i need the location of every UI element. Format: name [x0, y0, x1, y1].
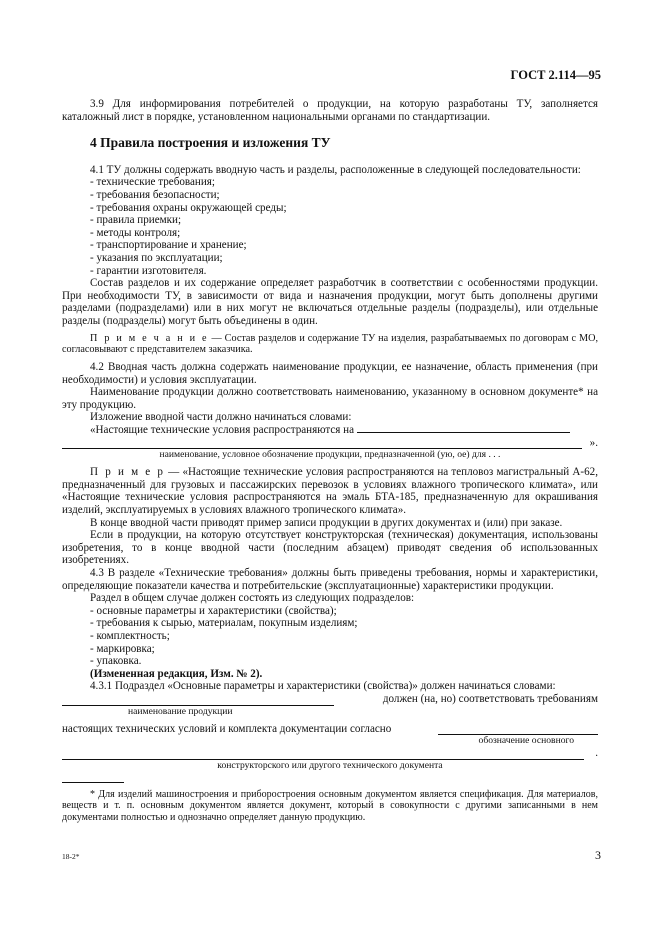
section-list [62, 176, 598, 277]
list-item: - упаковка. [90, 655, 142, 668]
fill-line-row [62, 723, 598, 736]
list-item: - требования охраны окружающей среды; [90, 201, 287, 214]
example-label: П р и м е р [90, 466, 165, 479]
footnote-separator [62, 782, 124, 783]
list-item: - методы контроля; [90, 226, 181, 239]
list-item: - транспортирование и хранение; [90, 239, 247, 252]
paragraph-3-9: 3.9 Для информирования потребителей о продукции, на которую разработаны ТУ, заполняется каталожный лист в порядке, установленном национальными органами по стандартизации. [62, 98, 598, 123]
page-header: ГОСТ 2.114—95 [510, 68, 601, 82]
paragraph-4-2-end: В конце вводной части приводят пример записи продукции в других документах и (или) при заказе. [90, 516, 563, 529]
list-item: - требования к сырью, материалам, покупным изделиям; [90, 617, 358, 630]
caption-product-name-2: наименование продукции [128, 705, 233, 717]
fill-line [357, 432, 570, 433]
quote-start: «Настоящие технические условия распространяются на [90, 424, 355, 437]
printer-signature: 18-2* [62, 852, 80, 861]
note-text: — Состав разделов и содержание ТУ на изделия, разрабатываемых по договорам с МО, согласовывают с представителем заказчика. [62, 332, 598, 356]
list-item: - технические требования; [90, 176, 215, 189]
list-item: - правила приемки; [90, 214, 182, 227]
caption-design-document: конструкторского или другого технического документа [217, 759, 443, 771]
revision-note: (Измененная редакция, Изм. № 2). [90, 667, 263, 680]
paragraph-4-3-subsections: Раздел в общем случае должен состоять из следующих подразделов: [90, 592, 415, 605]
list-item: - основные параметры и характеристики (свойства); [90, 604, 337, 617]
list-item: - маркировка; [90, 642, 155, 655]
page-body [62, 98, 598, 824]
paragraph-4-2-inventions: Если в продукции, на которую отсутствует конструкторская (техническая) документация, использованы изобретения, то в конце вводной части (последним абзацем) приводят сведения об использованных изобретениях. [62, 529, 598, 567]
list-item: - требования безопасности; [90, 188, 220, 201]
list-item: - указания по эксплуатации; [90, 251, 223, 264]
section-title: 4 Правила построения и изложения ТУ [90, 135, 331, 151]
page-number: 3 [595, 848, 601, 862]
caption-product-name: наименование, условное обозначение продукции, предназначенной (ую, ое) для . . . [159, 449, 501, 461]
requirement-text: должен (на, но) соответствовать требованиям [382, 692, 598, 705]
fill-line-row [62, 437, 598, 450]
example-paragraph [62, 466, 598, 516]
fill-line-row [62, 693, 598, 706]
sentence-end: . [595, 747, 598, 760]
note-paragraph [62, 333, 598, 357]
documentation-text: настоящих технических условий и комплекта документации согласно [62, 722, 392, 735]
footnote: * Для изделий машиностроения и приборостроения основным документом является спецификация. Для материалов, веществ и т. п. основным документом является документ, который в совокупности с другими записанными в нем документами полностью и однозначно определяет данную продукцию. [62, 788, 598, 823]
subsection-list [62, 605, 598, 668]
fill-line-row [62, 747, 598, 760]
list-item: - комплектность; [90, 629, 170, 642]
paragraph-4-2: 4.2 Вводная часть должна содержать наименование продукции, ее назначение, область применения (при необходимости) и условия эксплуатации. [62, 361, 598, 386]
note-label: П р и м е ч а н и е [90, 332, 209, 344]
paragraph-4-2-quote [62, 424, 598, 437]
paragraph-4-3: 4.3 В разделе «Технические требования» должны быть приведены требования, нормы и характеристики, определяющие показатели качества и потребительские (эксплуатационные) характеристики продукции. [62, 567, 598, 592]
paragraph-4-2-intro: Изложение вводной части должно начинаться словами: [90, 411, 352, 424]
paragraph-4-2-name: Наименование продукции должно соответствовать наименованию, указанному в основном документе* на эту продукцию. [62, 386, 598, 411]
quote-end: ». [589, 436, 598, 449]
list-item: - гарантии изготовителя. [90, 264, 207, 277]
paragraph-4-1: 4.1 ТУ должны содержать вводную часть и разделы, расположенные в следующей последовательности: [90, 163, 581, 176]
paragraph-4-3-1: 4.3.1 Подраздел «Основные параметры и характеристики (свойства)» должен начинаться словами: [90, 680, 556, 693]
example-text: — «Настоящие технические условия распространяются на тепловоз магистральный А-62, предназначенный для грузовых и пассажирских перевозок в условиях влажного тропического климата», или «Настоящие технические условия распространяются на эмаль БТА-185, предназначенную для окрашивания изделий, эксплуатируемых в условиях влажного тропического климата». [62, 466, 598, 517]
caption-main-document: обозначение основного [478, 735, 574, 747]
paragraph-4-1-composition: Состав разделов и их содержание определяет разработчик в соответствии с особенностями продукции. При необходимости ТУ, в зависимости от вида и назначения продукции, могут быть дополнены другими разделами (подразделами) или в них могут не включаться отдельные разделы (подразделы), или отдельные разделы (подразделы) могут быть объединены в один. [62, 277, 598, 327]
